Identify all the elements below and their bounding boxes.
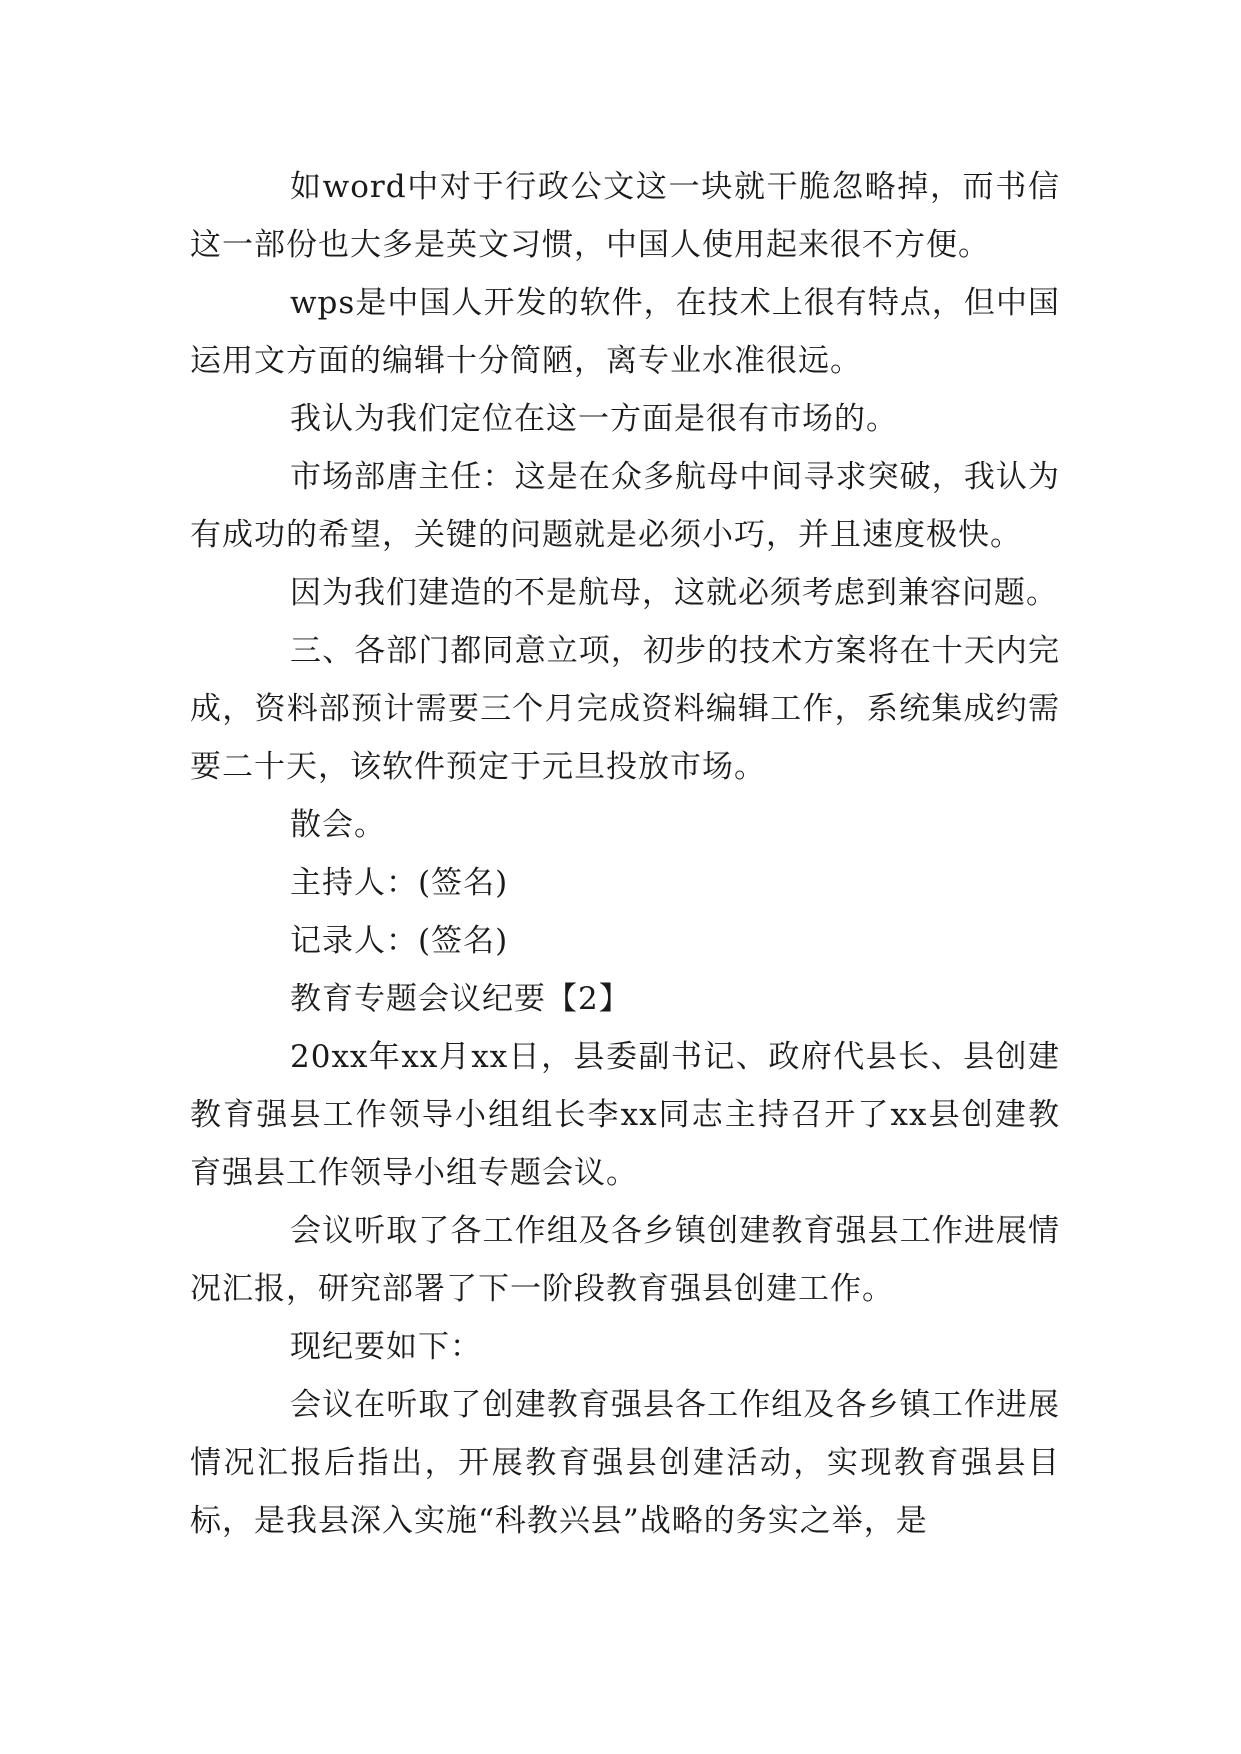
paragraph: 现纪要如下：: [290, 1329, 482, 1365]
adjourn-line: 散会。: [290, 807, 386, 843]
paragraph: 如word中对于行政公文这一块就干脆忽略掉，而书信这一部份也大多是英文习惯，中国人使用起来很不方便。: [190, 169, 1060, 263]
recorder-signature-line: 记录人：(签名): [290, 923, 509, 959]
paragraph: 市场部唐主任：这是在众多航母中间寻求突破，我认为有成功的希望，关键的问题就是必须小巧，并且速度极快。: [190, 459, 1060, 553]
paragraph: 三、各部门都同意立项，初步的技术方案将在十天内完成，资料部预计需要三个月完成资料编辑工作，系统集成约需要二十天，该软件预定于元旦投放市场。: [190, 633, 1060, 785]
paragraph: 我认为我们定位在这一方面是很有市场的。: [290, 401, 898, 437]
paragraph: 会议在听取了创建教育强县各工作组及各乡镇工作进展情况汇报后指出，开展教育强县创建活动，实现教育强县目标，是我县深入实施“科教兴县”战略的务实之举，是: [190, 1387, 1060, 1539]
paragraph: 会议听取了各工作组及各乡镇创建教育强县工作进展情况汇报，研究部署了下一阶段教育强县创建工作。: [190, 1213, 1060, 1307]
document-body: [190, 158, 1060, 1550]
host-signature-line: 主持人：(签名): [290, 865, 509, 901]
paragraph: 20xx年xx月xx日，县委副书记、政府代县长、县创建教育强县工作领导小组组长李xx同志主持召开了xx县创建教育强县工作领导小组专题会议。: [190, 1039, 1060, 1191]
paragraph: wps是中国人开发的软件，在技术上很有特点，但中国运用文方面的编辑十分简陋，离专业水准很远。: [190, 285, 1060, 379]
section-title: 教育专题会议纪要【2】: [290, 981, 631, 1017]
paragraph: 因为我们建造的不是航母，这就必须考虑到兼容问题。: [290, 575, 1058, 611]
